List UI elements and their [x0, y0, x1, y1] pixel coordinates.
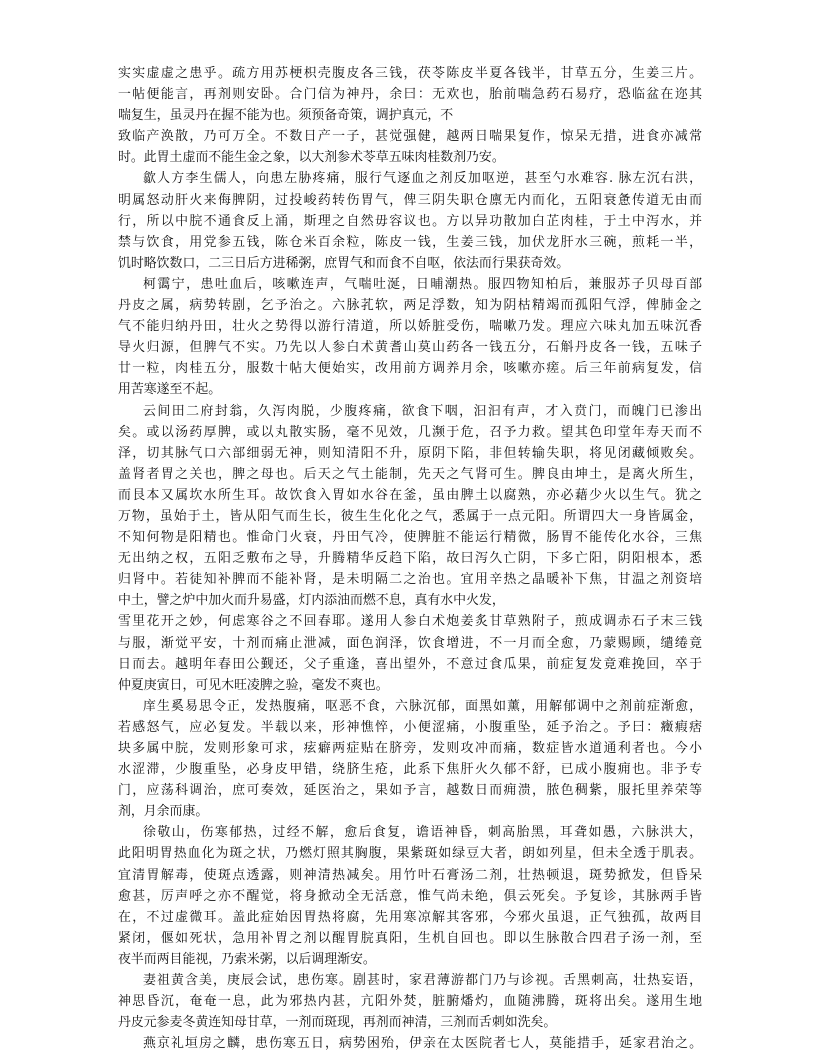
document-body	[118, 63, 702, 1054]
text-line: 妻祖黄含美，庚辰会试，患伤寒。剧甚时，家君薄游都门乃与诊视。舌黑刺高，壮热妄语，	[143, 973, 702, 989]
text-line: 门，应荡科调治，庶可奏效，延医治之，果如予言，越数日而痈溃，脓色稠紫，服托里养荣等	[118, 783, 702, 799]
text-line: 在，不过虚微耳。盖此症始因胃热将腐，先用寒凉解其客邪，今邪火虽退，正气独孤，故两目	[118, 909, 702, 925]
text-line: 廿一粒，肉桂五分，服数十帖大便始实，改用前方调养月余，咳嗽亦瘥。后三年前病复发，信	[118, 361, 702, 377]
text-line: 导火归源，但脾气不实。乃先以人参白术黄耆山莫山药各一钱五分，石斛丹皮各一钱，五味子	[118, 340, 702, 356]
text-line: 丹皮元参麦冬黄连知母甘草，一剂而斑现，再剂而神清，三剂而舌刺如洗矣。	[118, 1015, 557, 1031]
text-line: 归肾中。若徒知补脾而不能补肾，是未明隔二之治也。宜用辛热之晶暖补下焦，甘温之剂资培	[118, 572, 702, 588]
text-line: 盖肾者胃之关也，脾之母也。后天之气土能制，先天之气肾可生。脾良由坤土，是离火所生，	[118, 466, 702, 482]
text-line: 日而去。越明年春田公觐还，父子重逢，喜出望外，不意过食瓜果，前症复发竟难挽回，卒于	[118, 656, 702, 672]
text-line: 块多属中脘，发则形象可求，痃癖两症贴在脐旁，发则攻冲而痛，数症皆水道通利者也。今小	[118, 741, 702, 756]
text-line: 饥时略饮数口，二三日后方进稀粥，庶胃气和而食不自呕，依法而行果获奇效。	[118, 255, 570, 271]
text-line: 致临产涣散，乃可万全。不数日产一子，甚觉强健，越两日喘果复作，惊呆无措，进食亦减常	[118, 129, 702, 145]
text-line: 明属怒动肝火来侮脾阴，过投峻药转伤胃气，俾三阴失职仓廪无内而化，五阳衰惫传道无由而	[118, 192, 702, 208]
text-line: 行，所以中脘不通食反上涌，斯理之自然毋容议也。方以异功散加白芷肉桂，于土中泻水，并	[118, 213, 702, 229]
text-line: 实实虚虚之患乎。疏方用苏梗枳壳腹皮各三钱，茯苓陈皮半夏各钱半，甘草五分，生姜三片。	[118, 66, 702, 81]
text-line: 万物，虽始于土，皆从阳气而生长，彼生生化化之气，悉属于一点元阳。所谓四大一身皆属金，	[118, 508, 702, 524]
text-line: 柯霭宁，患吐血后，咳嗽连声，气喘吐涎，日晡潮热。服四物知柏后，兼服苏子贝母百部	[143, 276, 702, 292]
text-line: 雪里花开之妙，何虑寒谷之不回春耶。遂用人参白术炮姜炙甘草熟附子，煎成调赤石子末三钱	[118, 614, 702, 630]
text-line: 无出纳之权，五阳乏敷布之导，升腾精华反趋下陷，故曰泻久亡阴，下多亡阳，阴阳根本，悉	[118, 551, 702, 567]
text-line: 徐敬山，伤寒郁热，过经不解，愈后食复，谵语神昏，刺高胎黑，耳聋如愚，六脉洪大，	[143, 825, 702, 841]
text-line: 云间田二府封翁，久泻肉脱，少腹疼痛，欲食下咽，汩汩有声，才入贲门，而魄门已渗出	[143, 403, 702, 419]
text-line: 歙人方李生儒人，向患左胁疼痛，服行气逐血之剂反加呕逆，甚至勺水难容. 脉左沉右洪，	[143, 171, 702, 187]
text-line: 矣。或以汤药厚脾，或以丸散实肠，毫不见效，几濒于危，召予力救。望其色印堂年寿天而不	[118, 424, 702, 440]
text-line: 一帖便能言，再剂则安卧。合门信为神丹，余曰：无欢也，胎前喘急药石易疗，恐临盆在迩其	[118, 87, 702, 103]
text-line: 夜半而两目能视，乃索米粥，以后调理渐安。	[118, 951, 376, 967]
text-line: 禁与饮食，用党参五钱，陈仓米百余粒，陈皮一钱，生姜三钱，加伏龙肝水三碗，煎耗一半，	[118, 234, 702, 250]
text-line: 时。此胃土虚而不能生金之象，以大剂参术苓草五味肉桂数剂乃安。	[118, 150, 505, 166]
text-line: 不知何物是阳精也。惟命门火衰，丹田气冷，使脾脏不能运行精微，肠胃不能传化水谷，三焦	[118, 530, 702, 546]
text-line: 水涩滞，少腹重坠，必身皮甲错，绕脐生疮，此系下焦肝火久郁不舒，已成小腹痈也。非予专	[118, 762, 702, 778]
text-line: 剂，月余而康。	[118, 804, 209, 820]
text-line: 此阳明胃热血化为斑之状，乃燃灯照其胸腹，果紫斑如绿豆大者，朗如列星，但未全透于肌表。	[118, 846, 702, 862]
text-line: 气不能归纳丹田，壮火之势得以游行清道，所以娇脏受伤，喘嗽乃发。理应六味丸加五味沉香	[118, 319, 702, 335]
text-line: 喘复生，虽灵丹在握不能为也。须预备奇策，调护真元，不	[118, 108, 454, 124]
text-line: 神思昏沉，奄奄一息，此为邪热内甚，亢阳外焚，脏腑燔灼，血随沸腾，斑将出矣。遂用生地	[118, 994, 702, 1010]
text-line: 宜清胃解毒，使斑点透露，则神清热减矣。用竹叶石膏汤二剂，壮热顿退，斑势掀发，但昏呆	[118, 867, 702, 883]
text-line: 庠生奚易思令正，发热腹痛，呕恶不食，六脉沉郁，面黑如薰，用解郁调中之剂前症渐愈，	[143, 698, 702, 714]
text-line: 紧闭，偃如死状，急用补胃之剂以醒胃脘真阳，生机自回也。即以生脉散合四君子汤一剂，至	[118, 930, 702, 946]
text-line: 仲夏庚寅日，可见木旺凌脾之验，毫发不爽也。	[118, 677, 389, 693]
text-line: 丹皮之属，病势转剧，乞予治之。六脉芤软，两足浮数，知为阴枯精竭而孤阳气浮，俾肺金之	[118, 298, 702, 314]
text-line: 若感怒气，应必复发。半载以来，形神憔悴，小便涩痛，小腹重坠，延予治之。予曰：癥瘕痞	[118, 719, 702, 735]
text-line: 而艮本又属坎水所生耳。故饮食入胃如水谷在釜，虽由脾土以腐熟，亦必藉少火以生气。犹之	[118, 487, 702, 503]
text-line: 中土，譬之炉中加火而升易盛，灯内添油而燃不息，真有水中火发，	[118, 593, 505, 609]
text-line: 燕京礼垣房之麟，患伤寒五日，病势困殆，伊亲在太医院者七人，莫能措手，延家君治之。	[143, 1036, 702, 1052]
text-line: 与服，渐觉平安，十剂而痛止泄减，面色润泽，饮食增进，不一月而全愈，乃蒙赐顾，缱绻竟	[118, 635, 702, 651]
text-line: 泽，切其脉气口六部细弱无神，则知清阳不升，原阴下陷，非但转输失职，将见闭藏倾败矣。	[118, 445, 702, 461]
text-line: 愈甚，厉声呼之亦不醒觉，将身掀动全无活意，惟气尚未绝，俱云死矣。予复诊，其脉两手皆	[118, 888, 702, 904]
text-line: 用苦寒遂至不起。	[118, 382, 222, 398]
